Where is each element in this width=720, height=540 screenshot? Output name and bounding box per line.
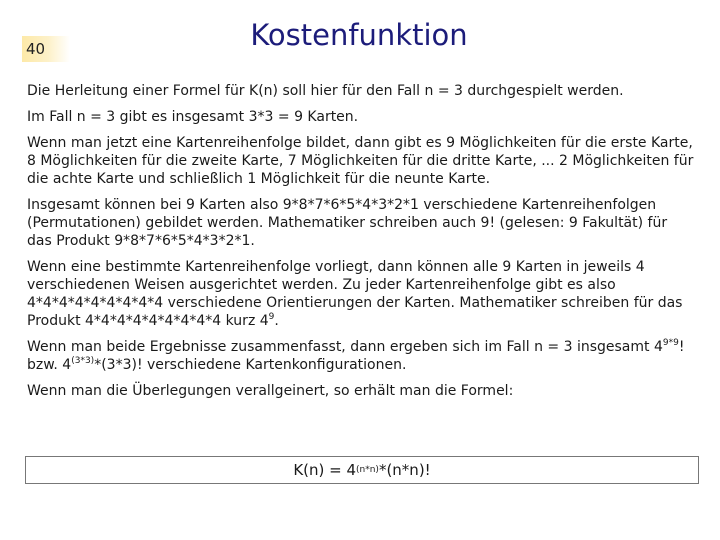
exponent: 9*9 xyxy=(662,338,679,348)
text-line: Wenn man jetzt eine Kartenreihenfolge bildet, dann gibt es 9 Möglichkeiten für die erste Karte, xyxy=(27,135,693,151)
paragraph-card-order xyxy=(27,134,703,188)
text-line: 4*4*4*4*4*4*4*4*4 verschiedene Orientierungen der Karten. Mathematiker schreiben für das xyxy=(27,295,683,311)
paragraph-permutations xyxy=(27,196,703,250)
slide-number: 40 xyxy=(22,36,70,62)
text-line: verschiedenen Weisen ausgerichtet werden. Zu jeder Kartenreihenfolge gibt es also xyxy=(27,277,616,293)
paragraph-summary xyxy=(27,338,703,374)
text-line: Insgesamt können bei 9 Karten also 9*8*7*6*5*4*3*2*1 verschiedene Kartenreihenfolgen xyxy=(27,197,657,213)
text-line-end: *(3*3)! verschiedene Kartenkonfigurationen. xyxy=(94,357,407,373)
text-line: 8 Möglichkeiten für die zweite Karte, 7 Möglichkeiten für die dritte Karte, ... 2 Möglichkeiten für xyxy=(27,153,694,169)
text-line-end: ! xyxy=(678,339,685,355)
formula-box: K(n) = 4 (n*n) *(n*n)! xyxy=(25,456,699,484)
slide-body xyxy=(27,82,703,408)
exponent: (3*3) xyxy=(71,356,95,366)
text-line-end: . xyxy=(274,313,279,329)
text-line: (Permutationen) gebildet werden. Mathematiker schreiben auch 9! (gelesen: 9 Fakultät) für xyxy=(27,215,668,231)
text-line: Wenn man beide Ergebnisse zusammenfasst, dann ergeben sich im Fall n = 3 insgesamt 4 xyxy=(27,339,663,355)
formula-text-end: *(n*n)! xyxy=(378,461,431,479)
paragraph-orientations xyxy=(27,258,703,330)
slide-title: Kostenfunktion xyxy=(250,18,468,52)
text-line: Wenn eine bestimmte Kartenreihenfolge vorliegt, dann können alle 9 Karten in jeweils 4 xyxy=(27,259,645,275)
text-line: Produkt 4*4*4*4*4*4*4*4*4 kurz 4 xyxy=(27,313,269,329)
text-line: die achte Karte und schließlich 1 Möglichkeit für die neunte Karte. xyxy=(27,171,491,187)
exponent: 9 xyxy=(268,312,275,322)
paragraph-generalization: Wenn man die Überlegungen verallgeinert, so erhält man die Formel: xyxy=(27,383,514,399)
formula-text: K(n) = 4 xyxy=(293,461,357,479)
text-line: das Produkt 9*8*7*6*5*4*3*2*1. xyxy=(27,233,255,249)
text-line: bzw. 4 xyxy=(27,357,72,373)
paragraph-intro: Die Herleitung einer Formel für K(n) soll hier für den Fall n = 3 durchgespielt werden. xyxy=(27,83,624,99)
paragraph-card-count: Im Fall n = 3 gibt es insgesamt 3*3 = 9 Karten. xyxy=(27,109,359,125)
